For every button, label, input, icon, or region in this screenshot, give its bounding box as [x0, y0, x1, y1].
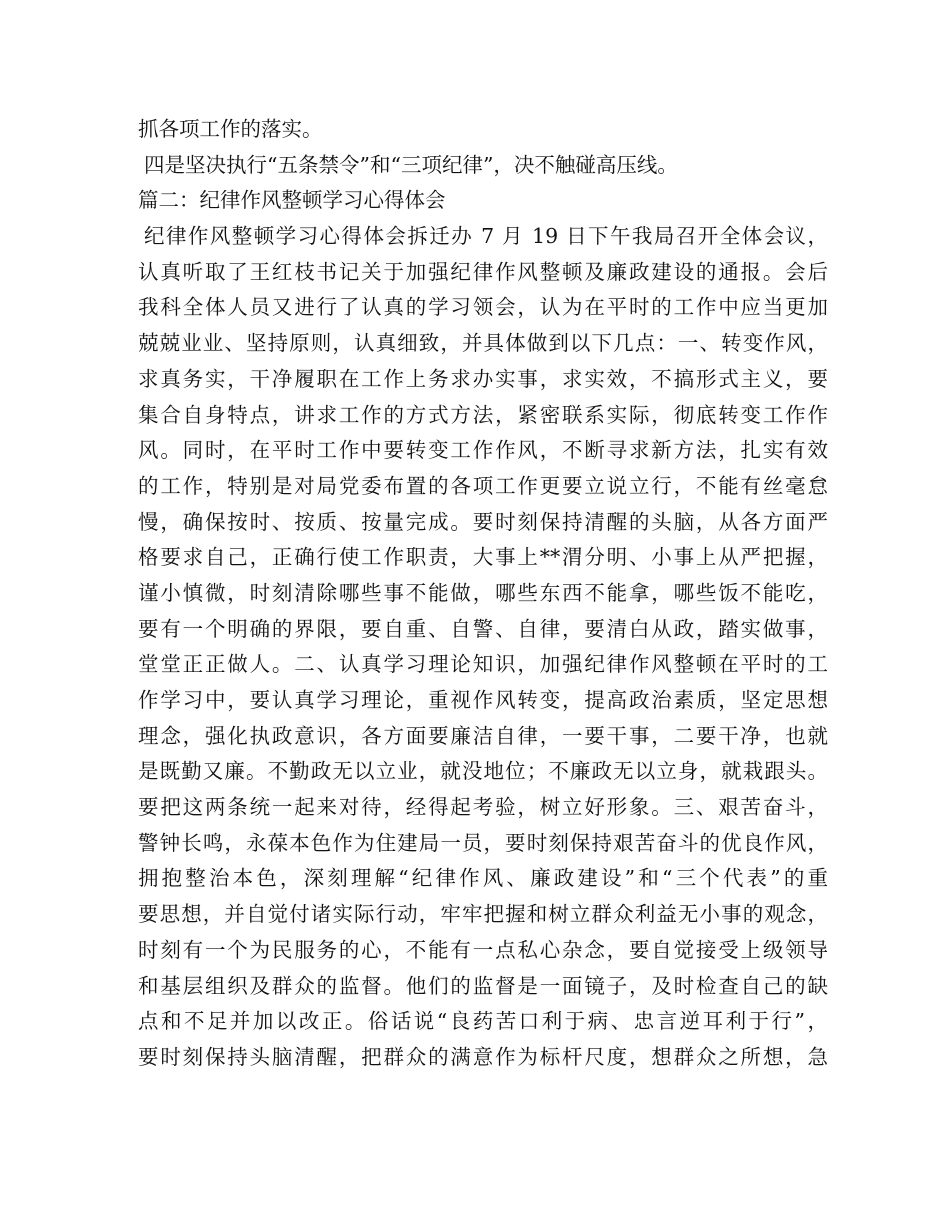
document-body — [138, 112, 828, 1076]
text-line: 谨小慎微，时刻清除哪些事不能做，哪些东西不能拿，哪些饭不能吃， — [138, 580, 828, 605]
text-line: 警钟长鸣，永葆本色作为住建局一员，要时刻保持艰苦奋斗的优良作风， — [138, 830, 828, 855]
text-line: 四是坚决执行“五条禁令”和“三项纪律”，决不触碰高压线。 — [144, 152, 678, 177]
text-line: 格要求自己，正确行使工作职责，大事上**渭分明、小事上从严把握， — [138, 545, 828, 570]
text-line: 要时刻保持头脑清醒，把群众的满意作为标杆尺度，想群众之所想，急 — [138, 1044, 828, 1069]
text-line: 兢兢业业、坚持原则，认真细致，并具体做到以下几点：一、转变作风， — [138, 331, 828, 356]
text-line: 抓各项工作的落实。 — [138, 117, 323, 141]
text-line: 点和不足并加以改正。俗话说“良药苦口利于病、忠言逆耳利于行”， — [138, 1009, 828, 1034]
text-line: 求真务实，干净履职在工作上务求办实事，求实效，不搞形式主义，要 — [138, 366, 828, 391]
text-line: 作学习中，要认真学习理论，重视作风转变，提高政治素质，坚定思想 — [138, 688, 828, 712]
text-line: 风。同时，在平时工作中要转变工作作风，不断寻求新方法，扎实有效 — [138, 438, 828, 463]
text-line: 和基层组织及群众的监督。他们的监督是一面镜子，及时检查自己的缺 — [138, 973, 828, 998]
text-line: 拥抱整治本色，深刻理解“纪律作风、廉政建设”和“三个代表”的重 — [138, 866, 828, 891]
text-line: 要把这两条统一起来对待，经得起考验，树立好形象。三、艰苦奋斗， — [138, 795, 828, 820]
text-line: 要有一个明确的界限，要自重、自警、自律，要清白从政，踏实做事， — [138, 616, 828, 641]
text-line: 我科全体人员又进行了认真的学习领会，认为在平时的工作中应当更加 — [138, 295, 828, 320]
section-heading: 篇二：纪律作风整顿学习心得体会 — [138, 188, 446, 213]
text-line: 认真听取了王红枝书记关于加强纪律作风整顿及廉政建设的通报。会后 — [138, 259, 828, 284]
text-line: 纪律作风整顿学习心得体会拆迁办 7 月 19 日下午我局召开全体会议， — [144, 224, 828, 249]
text-line: 慢，确保按时、按质、按量完成。要时刻保持清醒的头脑，从各方面严 — [138, 509, 828, 534]
text-line: 理念，强化执政意识，各方面要廉洁自律，一要干事，二要干净，也就 — [138, 723, 828, 748]
text-line: 的工作，特别是对局党委布置的各项工作更要立说立行，不能有丝毫怠 — [138, 473, 828, 498]
text-line: 集合自身特点，讲求工作的方式方法，紧密联系实际，彻底转变工作作 — [138, 402, 828, 427]
text-line: 是既勤又廉。不勤政无以立业，就没地位；不廉政无以立身，就栽跟头。 — [138, 759, 828, 784]
text-line: 堂堂正正做人。二、认真学习理论知识，加强纪律作风整顿在平时的工 — [138, 652, 828, 677]
text-line: 时刻有一个为民服务的心，不能有一点私心杂念，要自觉接受上级领导 — [138, 937, 828, 962]
text-line: 要思想，并自觉付诸实际行动，牢牢把握和树立群众利益无小事的观念， — [138, 902, 828, 927]
